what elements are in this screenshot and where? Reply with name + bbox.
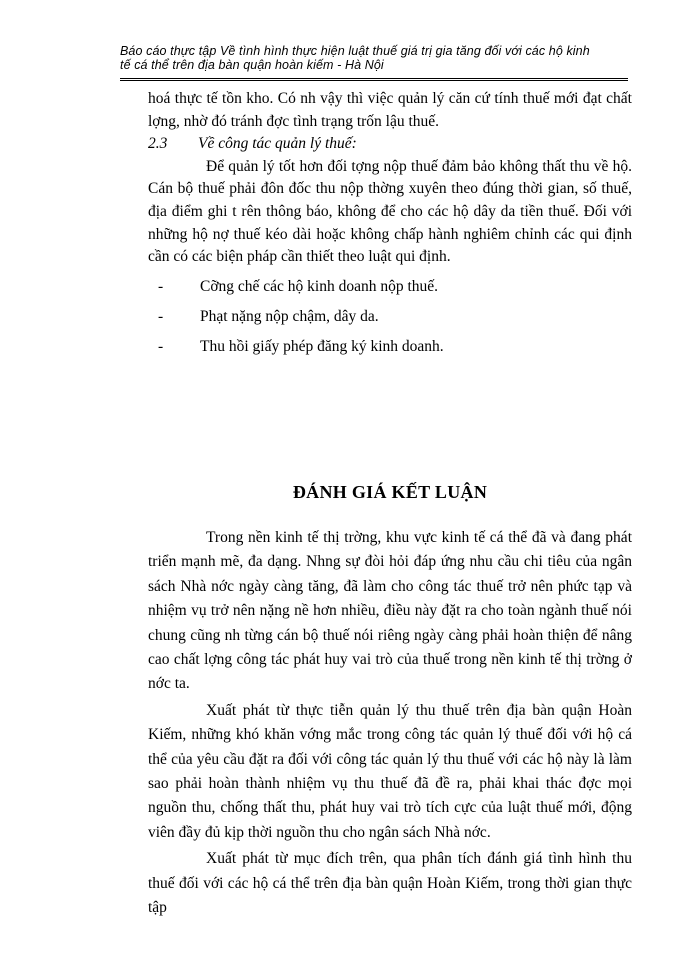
list-item-text: Cỡng chế các hộ kinh doanh nộp thuế. <box>200 277 439 295</box>
section-title: Về công tác quản lý thuế: <box>198 135 357 153</box>
header-double-rule <box>120 78 628 81</box>
conclusion-paragraph: Trong nền kinh tế thị trờng, khu vực kinh tế cá thể đã và đang phát triển mạnh mẽ, đa dạng. Nhng sự đòi hỏi đáp ứng nhu cầu chi tiêu của ngân sách Nhà nớc ngày càng tăng, đã làm cho công tác thuế trở nên phức tạp và nhiệm vụ trở nên nặng nề hơn nhiều, điều này đặt ra cho toàn ngành thuế nói chung cũng nh từng cán bộ thuế nói riêng ngày càng phải hoàn thiện để nâng cao chất lợng công tác phát huy vai trò của thuế trong nền kinh tế thị trờng ở nớc ta. <box>148 529 632 693</box>
continuation-paragraph: hoá thực tế tồn kho. Có nh vậy thì việc quản lý căn cứ tính thuế mới đạt chất lợng, nhờ đó tránh đợc tình trạng trốn lậu thuế. <box>148 90 632 130</box>
body-section <box>148 88 632 366</box>
header-line-1: Báo cáo thực tập Về tình hình thực hiện luật thuế giá trị gia tăng đối với các hộ kinh <box>120 44 590 58</box>
measures-list <box>148 276 632 366</box>
conclusion-paragraph: Xuất phát từ thực tiễn quản lý thu thuế trên địa bàn quận Hoàn Kiếm, những khó khăn vớng mắc trong công tác quản lý thuế đối với hộ cá thể của yêu cầu đặt ra đối với công tác quản lý thu thuế với các hộ này là làm sao phải hoàn thành nhiệm vụ thu thuế đã đề ra, phải khai thác đợc mọi nguồn thu, chống thất thu, phát huy vai trò tích cực của luật thuế mới, động viên đầy đủ kịp thời nguồn thu cho ngân sách Nhà nớc. <box>148 701 632 841</box>
conclusion-section <box>148 526 632 923</box>
section-heading <box>148 133 632 156</box>
list-item <box>148 276 632 306</box>
section-number: 2.3 <box>148 135 168 153</box>
bullet-dash: - <box>158 277 164 295</box>
conclusion-paragraph: Xuất phát từ mục đích trên, qua phân tích đánh giá tình hình thu thuế đối với các hộ cá thể trên địa bàn quận Hoàn Kiếm, trong thời gian thực tập <box>148 850 632 917</box>
list-item <box>148 336 632 366</box>
list-item-text: Phạt nặng nộp chậm, dây da. <box>200 307 379 325</box>
list-item-text: Thu hồi giấy phép đăng ký kinh doanh. <box>200 337 444 355</box>
section-paragraph: Để quản lý tốt hơn đối tợng nộp thuế đảm bảo không thất thu về hộ. Cán bộ thuế phải đôn đốc thu nộp thờng xuyên theo đúng thời gian, số thuế, địa điểm ghi t rên thông báo, không để cho các hộ dây da tiền thuế. Đối với những hộ nợ thuế kéo dài hoặc không chấp hành nghiêm chỉnh các qui định cần có các biện pháp cần thiết theo luật qui định. <box>148 157 632 266</box>
header-line-2: tế cá thể trên địa bàn quận hoàn kiếm - Hà Nội <box>120 58 384 72</box>
bullet-dash: - <box>158 307 164 325</box>
bullet-dash: - <box>158 337 164 355</box>
conclusion-title: ĐÁNH GIÁ KẾT LUẬN <box>292 482 488 502</box>
list-item <box>148 306 632 336</box>
running-header <box>120 44 628 72</box>
